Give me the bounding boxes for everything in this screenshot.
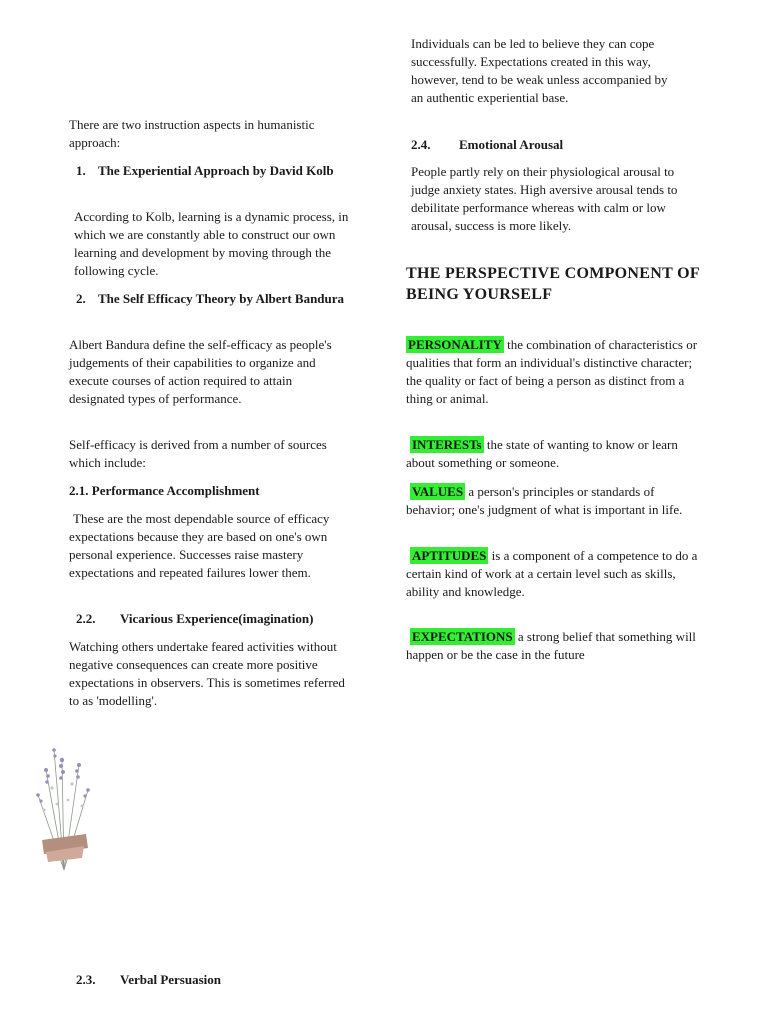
heading-number: 2.4. (411, 137, 431, 152)
definition-text: is a component of a competence to do a certain kind of work at a certain level such as skills, ability and knowledge. (406, 548, 698, 599)
lavender-bouquet-illustration (24, 740, 104, 880)
perspective-component-heading: THE PERSPECTIVE COMPONENT OF BEING YOURSELF (406, 265, 700, 303)
heading-number: 2.3. (76, 972, 96, 987)
bandura-paragraph: Albert Bandura define the self-efficacy as people's judgements of their capabilities to organize and execute courses of action required to attain designated types of performance. (69, 337, 332, 406)
intro-text: There are two instruction aspects in humanistic approach: (69, 117, 315, 150)
heading-verbal-persuasion (76, 971, 296, 989)
heading-number: 1. (76, 163, 86, 178)
heading-self-efficacy (76, 290, 346, 308)
heading-performance-accomplishment: 2.1. Performance Accomplishment (69, 483, 260, 498)
heading-title: Emotional Arousal (459, 137, 564, 152)
definition-text: a person's principles or standards of behavior; one's judgment of what is important in life. (406, 484, 683, 517)
definition-text: the combination of characteristics or qualities that form an individual's distinctive character; the quality or fact of being a person as distinct from a thing or animal. (406, 337, 698, 406)
values-highlight: VALUES (412, 484, 464, 499)
heading-number: 2. (76, 291, 86, 306)
personality-highlight: PERSONALITY (408, 337, 502, 352)
kolb-paragraph: According to Kolb, learning is a dynamic process, in which we are constantly able to construct our own learning and development by moving through the following cycle. (74, 209, 349, 278)
heading-experiential-approach (76, 162, 346, 180)
expectations-highlight: EXPECTATIONS (412, 629, 513, 644)
aptitudes-definition (406, 547, 702, 601)
heading-emotional-arousal (411, 136, 631, 154)
heading-title: The Experiential Approach by David Kolb (98, 163, 334, 178)
values-definition (406, 483, 702, 519)
heading-title: Vicarious Experience(imagination) (120, 611, 314, 626)
heading-number: 2.2. (76, 611, 96, 626)
sources-paragraph: Self-efficacy is derived from a number of sources which include: (69, 437, 327, 470)
definition-text: the state of wanting to know or learn about something or someone. (406, 437, 678, 470)
aptitudes-highlight: APTITUDES (412, 548, 487, 563)
interests-definition (406, 436, 702, 472)
definition-text: a strong belief that something will happen or be the case in the future (406, 629, 696, 662)
personality-definition (406, 336, 702, 408)
emotional-arousal-paragraph: People partly rely on their physiological arousal to judge anxiety states. High aversive arousal tends to debilitate performance whereas with calm or low arousal, success is more likely. (411, 164, 678, 233)
heading-title: The Self Efficacy Theory by Albert Bandura (98, 291, 345, 306)
vicarious-paragraph: Watching others undertake feared activities without negative consequences can create more positive expectations in observers. This is sometimes referred to as 'modelling'. (69, 639, 345, 708)
heading-title: Verbal Persuasion (120, 972, 221, 987)
heading-vicarious-experience (76, 610, 366, 628)
performance-paragraph: These are the most dependable source of efficacy expectations because they are based on one's own personal experience. Successes raise mastery expectations and repeated failures lower them. (69, 511, 330, 580)
interests-highlight: INTERESTs (412, 437, 482, 452)
verbal-persuasion-paragraph: Individuals can be led to believe they can cope successfully. Expectations created in this way, however, tend to be weak unless accompanied by an authentic experiential base. (411, 36, 668, 105)
expectations-definition (406, 628, 702, 664)
